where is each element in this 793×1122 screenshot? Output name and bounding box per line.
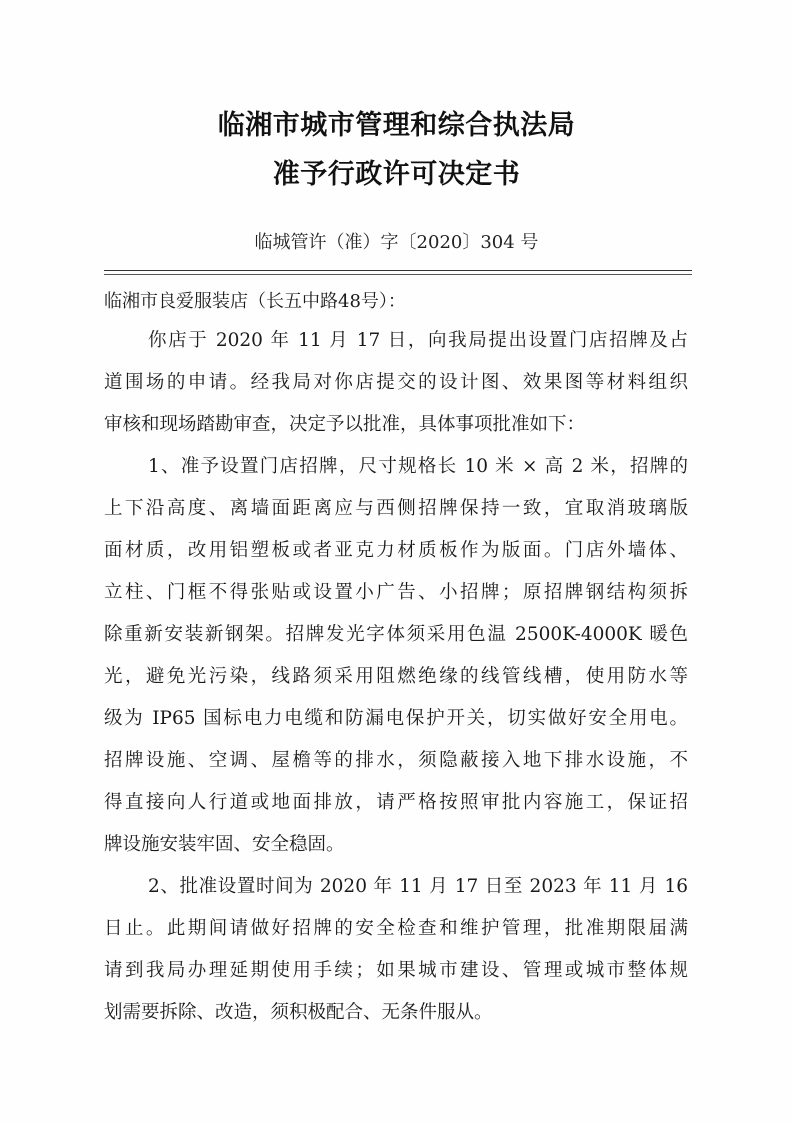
document-number: 临城管许（准）字〔2020〕304 号 (254, 232, 539, 253)
body-line: 审核和现场踏勘审查，决定予以批准，具体事项批准如下： (104, 414, 586, 435)
body-line: 划需要拆除、改造，须积极配合、无条件服从。 (104, 1002, 493, 1023)
body-line: 日止。此期间请做好招牌的安全检查和维护管理，批准期限届满 (104, 918, 688, 939)
body-line: 除重新安装新钢架。招牌发光字体须采用色温 2500K-4000K 暖色 (104, 624, 688, 645)
body-line: 招牌设施、空调、屋檐等的排水，须隐蔽接入地下排水设施，不 (104, 750, 688, 771)
body-line: 上下沿高度、离墙面距离应与西侧招牌保持一致，宜取消玻璃版 (104, 498, 688, 519)
body-line: 2、批准设置时间为 2020 年 11 月 17 日至 2023 年 11 月 16 (148, 876, 688, 897)
issuing-authority-title: 临湘市城市管理和综合执法局 (217, 110, 576, 141)
body-line: 光，避免光污染，线路须采用阻燃绝缘的线管线槽，使用防水等 (104, 666, 688, 687)
addressee: 临湘市良爱服装店（长五中路48号）： (104, 291, 406, 312)
body-line: 立柱、门框不得张贴或设置小广告、小招牌；原招牌钢结构须拆 (104, 582, 688, 603)
document-title: 准予行政许可决定书 (272, 159, 521, 190)
body-line: 级为 IP65 国标电力电缆和防漏电保护开关，切实做好安全用电。 (104, 708, 688, 729)
header-divider-thick (104, 270, 692, 271)
body-line: 1、准予设置门店招牌，尺寸规格长 10 米 × 高 2 米，招牌的 (148, 456, 688, 477)
body-line: 牌设施安装牢固、安全稳固。 (104, 834, 345, 855)
body-line: 得直接向人行道或地面排放，请严格按照审批内容施工，保证招 (104, 792, 688, 813)
body-line: 面材质，改用铝塑板或者亚克力材质板作为版面。门店外墙体、 (104, 540, 688, 561)
header-divider-thin (104, 274, 692, 275)
body-line: 请到我局办理延期使用手续；如果城市建设、管理或城市整体规 (104, 960, 688, 981)
body-line: 你店于 2020 年 11 月 17 日，向我局提出设置门店招牌及占 (148, 330, 688, 351)
body-line: 道围场的申请。经我局对你店提交的设计图、效果图等材料组织 (104, 372, 688, 393)
